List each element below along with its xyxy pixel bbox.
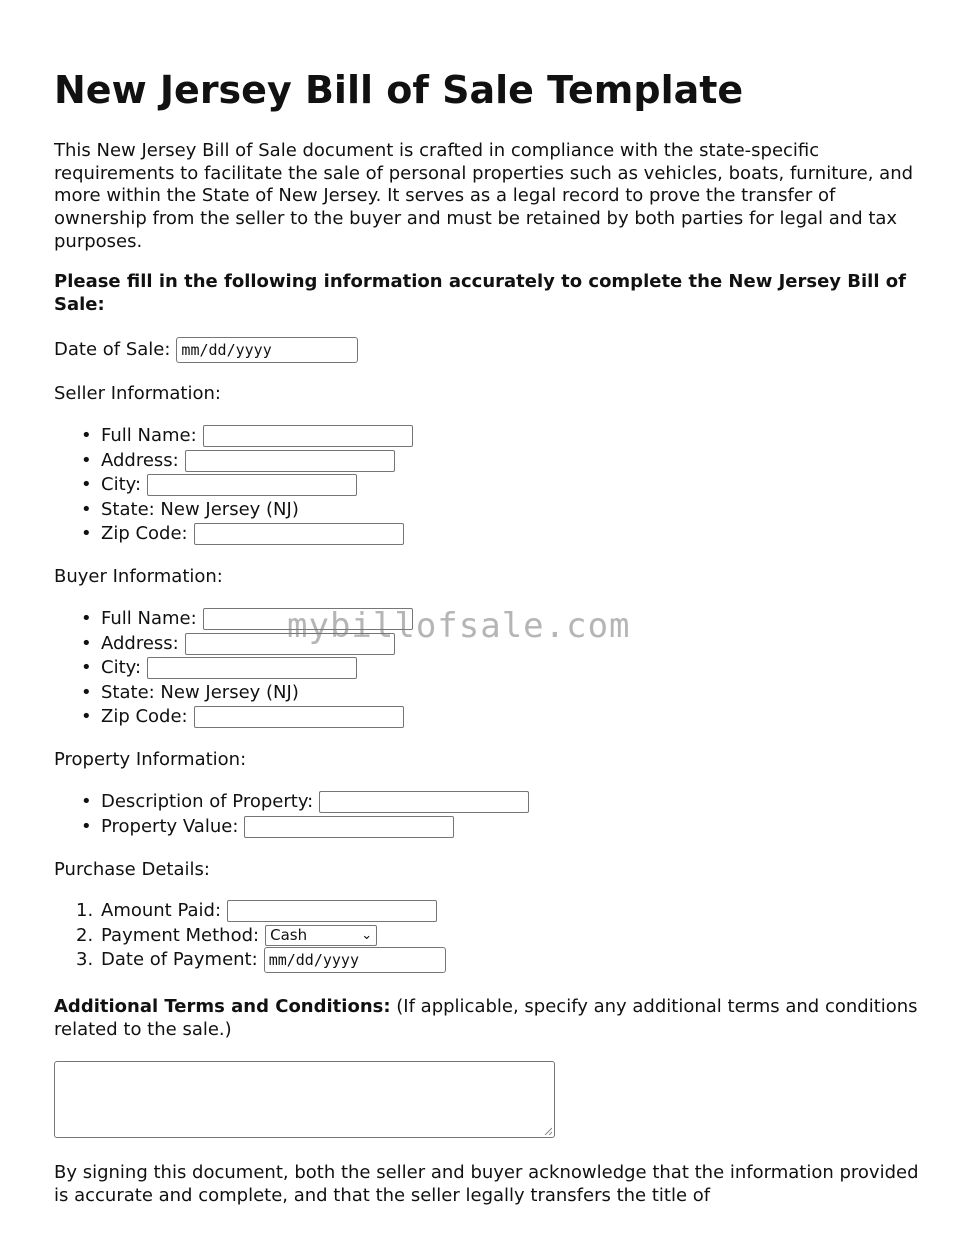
instructions: Please fill in the following information accurately to complete the New Jersey Bill of Sale: [54, 271, 906, 315]
date-of-sale-input[interactable]: mm/dd/yyyy [176, 337, 358, 363]
seller-full-name-input[interactable] [203, 425, 413, 447]
list-item [76, 948, 446, 973]
property-value-input[interactable] [244, 816, 454, 838]
seller-address-input[interactable] [185, 450, 395, 472]
buyer-zip-input[interactable] [194, 706, 404, 728]
purchase-item-number: 1. [76, 900, 94, 921]
buyer-city-label: • City: [101, 657, 142, 678]
amount-paid-label: Amount Paid: [101, 900, 222, 921]
seller-heading: Seller Information: [54, 383, 221, 404]
date-of-sale-label: Date of Sale: [54, 339, 171, 360]
payment-method-select[interactable] [265, 925, 377, 946]
list-item [101, 681, 413, 706]
list-item [101, 473, 413, 498]
date-of-payment-label: Date of Payment: [101, 949, 258, 970]
chevron-down-icon: ⌄ [361, 928, 373, 944]
list-item [101, 449, 413, 474]
purchase-heading: Purchase Details: [54, 859, 210, 880]
date-of-payment-input[interactable]: mm/dd/yyyy [264, 947, 446, 973]
buyer-city-input[interactable] [147, 657, 357, 679]
buyer-state: • State: New Jersey (NJ) [101, 681, 299, 703]
buyer-full-name-label: • Full Name: [101, 608, 197, 629]
buyer-heading: Buyer Information: [54, 566, 223, 587]
terms-heading: Additional Terms and Conditions: [54, 996, 391, 1017]
purchase-item-number: 2. [76, 924, 94, 946]
terms-text: (If applicable, specify any additional terms and conditions related to the sale.) [54, 996, 918, 1040]
terms-paragraph [54, 996, 920, 1041]
seller-zip-input[interactable] [194, 523, 404, 545]
payment-method-label: Payment Method: [101, 924, 260, 946]
list-item [76, 899, 446, 924]
intro-paragraph: This New Jersey Bill of Sale document is crafted in compliance with the state-specific requirements to facilitate the sale of personal properties such as vehicles, boats, furniture, and more within the State of New Jersey. It serves as a legal record to prove the transfer of ownership from the seller to the buyer and must be retained by both parties for legal and tax purposes. [54, 140, 914, 252]
property-description-label: • Description of Property: [101, 791, 314, 812]
seller-zip-label: • Zip Code: [101, 523, 188, 544]
additional-terms-textarea[interactable] [54, 1061, 555, 1138]
property-heading: Property Information: [54, 749, 247, 770]
seller-list [54, 424, 413, 547]
list-item [101, 424, 413, 449]
property-value-label: • Property Value: [101, 815, 239, 837]
purchase-item-number: 3. [76, 949, 94, 970]
list-item [76, 924, 446, 949]
property-list [54, 790, 529, 839]
seller-city-label: • City: [101, 474, 142, 495]
list-item [101, 815, 529, 840]
page-title: New Jersey Bill of Sale Template [54, 68, 744, 112]
closing-paragraph: By signing this document, both the seller and buyer acknowledge that the information provided is accurate and complete, and that the seller legally transfers the title of [54, 1162, 919, 1206]
purchase-list [54, 899, 446, 973]
list-item [101, 656, 413, 681]
buyer-address-label: • Address: [101, 632, 179, 654]
amount-paid-input[interactable] [227, 900, 437, 922]
seller-state: • State: New Jersey (NJ) [101, 498, 299, 520]
date-of-sale-row [54, 337, 358, 363]
list-item [101, 498, 413, 523]
buyer-zip-label: • Zip Code: [101, 706, 188, 727]
seller-address-label: • Address: [101, 449, 179, 471]
watermark: mybillofsale.com [287, 606, 631, 646]
list-item [101, 522, 413, 547]
seller-city-input[interactable] [147, 474, 357, 496]
payment-method-value: Cash [270, 926, 308, 945]
property-description-input[interactable] [319, 791, 529, 813]
resize-handle-icon[interactable] [544, 1127, 552, 1135]
list-item [101, 705, 413, 730]
list-item [101, 790, 529, 815]
seller-full-name-label: • Full Name: [101, 425, 197, 446]
